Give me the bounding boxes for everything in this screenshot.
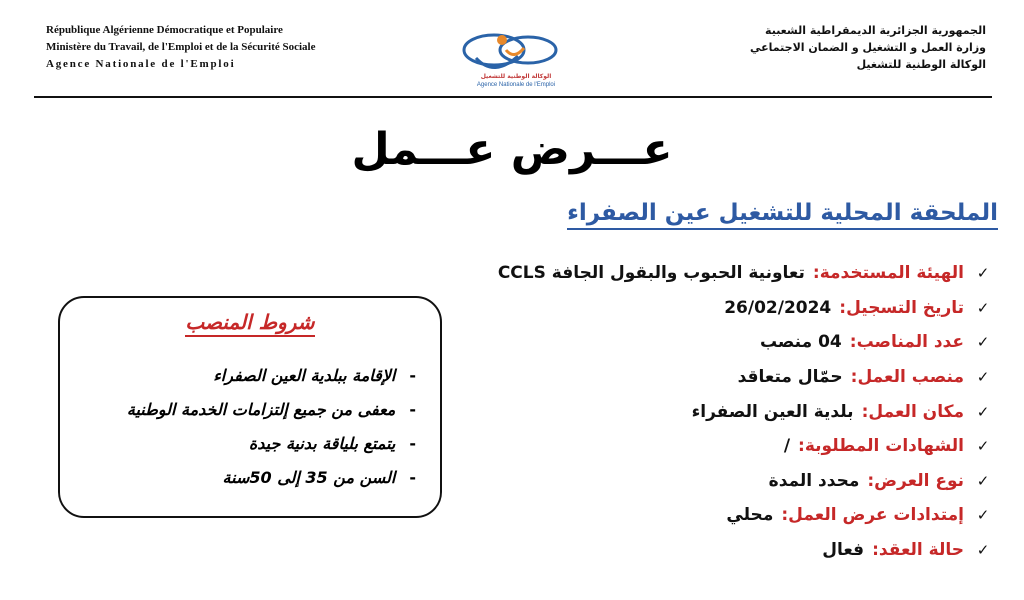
detail-label: عدد المناصب xyxy=(856,332,964,353)
condition-item xyxy=(76,358,416,392)
header-divider xyxy=(34,96,992,98)
detail-contract-status xyxy=(454,533,994,568)
condition-text: معفى من جميع إلتزامات الخدمة الوطنية xyxy=(126,399,396,419)
detail-value: تعاونية الحبوب والبقول الجافة CCLS xyxy=(497,263,805,284)
page-title: عـــرض عـــمل xyxy=(351,124,673,175)
colon: : xyxy=(781,505,789,526)
colon: : xyxy=(850,367,858,388)
colon: : xyxy=(849,332,857,353)
job-details-list xyxy=(454,256,994,567)
condition-item xyxy=(76,426,416,460)
detail-value: 04 منصب xyxy=(759,332,842,353)
check-icon: ✓ xyxy=(976,471,990,490)
conditions-list xyxy=(76,358,416,494)
detail-label: حالة العقد xyxy=(878,540,964,561)
detail-value: محلي xyxy=(726,505,774,526)
condition-text: الإقامة ببلدية العين الصفراء xyxy=(213,365,396,385)
detail-employer xyxy=(454,256,994,291)
detail-label: الهيئة المستخدمة xyxy=(819,263,964,284)
condition-item xyxy=(76,392,416,426)
colon: : xyxy=(867,470,875,491)
check-icon: ✓ xyxy=(976,264,990,283)
header-ar-line-2: وزارة العمل و التشغيل و الضمان الاجتماعي xyxy=(750,41,986,54)
conditions-title: شروط المنصب xyxy=(185,310,314,337)
detail-value: فعال xyxy=(822,540,865,561)
detail-offer-type xyxy=(454,464,994,499)
detail-value: محدد المدة xyxy=(768,470,860,491)
detail-label: منصب العمل xyxy=(857,367,964,388)
colon: : xyxy=(812,263,820,284)
check-icon: ✓ xyxy=(976,437,990,456)
header-fr-line-2: Ministère du Travail, de l'Emploi et de la Sécurité Sociale xyxy=(46,41,316,53)
check-icon: ✓ xyxy=(976,506,990,525)
dash: - xyxy=(409,433,416,453)
detail-work-location xyxy=(454,394,994,429)
detail-positions-count xyxy=(454,325,994,360)
header-french xyxy=(46,22,426,73)
check-icon: ✓ xyxy=(976,368,990,387)
detail-value: 26/02/2024 xyxy=(724,297,832,318)
colon: : xyxy=(861,401,869,422)
detail-value: حمّال متعاقد xyxy=(737,367,843,388)
check-icon: ✓ xyxy=(976,298,990,317)
check-icon: ✓ xyxy=(976,541,990,560)
condition-item xyxy=(76,460,416,494)
detail-label: مكان العمل xyxy=(868,401,964,422)
check-icon: ✓ xyxy=(976,333,990,352)
detail-registration-date xyxy=(454,291,994,326)
check-icon: ✓ xyxy=(976,402,990,421)
detail-label: نوع العرض xyxy=(874,470,964,491)
conditions-title-wrap xyxy=(60,310,440,334)
detail-offer-scope xyxy=(454,498,994,533)
detail-value: / xyxy=(783,436,791,457)
detail-job-title xyxy=(454,360,994,395)
logo-caption-french: Agence Nationale de l'Emploi xyxy=(476,82,556,88)
detail-label: تاريخ التسجيل xyxy=(846,297,964,318)
colon: : xyxy=(798,436,805,457)
header-ar-line-3: الوكالة الوطنية للتشغيل xyxy=(856,58,986,71)
header-arabic xyxy=(606,22,986,73)
detail-required-diplomas xyxy=(454,429,994,464)
detail-label: الشهادات المطلوبة xyxy=(804,436,964,457)
colon: : xyxy=(839,297,847,318)
header-fr-line-1: République Algérienne Démocratique et Populaire xyxy=(46,24,283,36)
dash: - xyxy=(409,399,416,419)
detail-value: بلدية العين الصفراء xyxy=(691,401,854,422)
header-ar-line-1: الجمهورية الجزائرية الديمقراطية الشعبية xyxy=(765,24,986,37)
condition-text: السن من 35 إلى 50سنة xyxy=(222,467,396,487)
job-conditions-box xyxy=(58,296,442,518)
colon: : xyxy=(872,540,879,561)
logo-caption-arabic: الوكالة الوطنية للتشغيل xyxy=(480,73,552,80)
header-fr-line-3: Agence Nationale de l'Emploi xyxy=(46,58,236,70)
condition-text: يتمتع بلياقة بدنية جيدة xyxy=(248,433,396,453)
dash: - xyxy=(409,365,416,385)
dash: - xyxy=(409,467,416,487)
detail-label: إمتدادات عرض العمل xyxy=(788,505,964,526)
agency-subtitle: الملحقة المحلية للتشغيل عين الصفراء xyxy=(567,200,998,230)
